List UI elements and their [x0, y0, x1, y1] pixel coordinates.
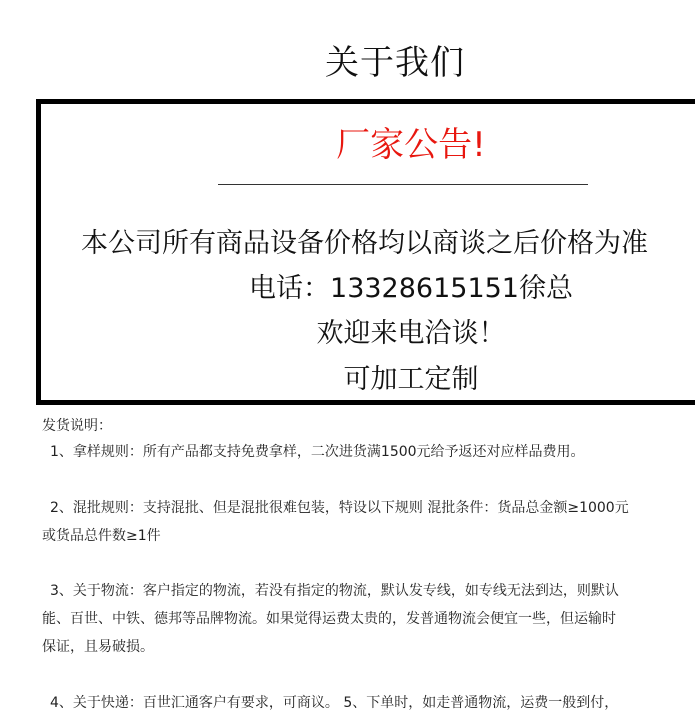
notice-divider: [218, 184, 588, 185]
notice-custom-line: 可加工定制: [343, 364, 479, 395]
notice-box: [36, 99, 695, 405]
rule-express-line-1: 4、关于快递：百世汇通客户有要求，可商议。 5、下单时，如走普通物流，运费一般到付，: [50, 695, 619, 711]
page-title: 关于我们: [325, 43, 465, 83]
notice-price-line: 本公司所有商品设备价格均以商谈之后价格为准: [81, 228, 648, 259]
rule-mixed-line-1: 2、混批规则：支持混批、但是混批很难包装，特设以下规则 混批条件：货品总金额≥1000元: [50, 500, 629, 516]
notice-heading: 厂家公告!: [336, 125, 486, 165]
shipping-heading: 发货说明：: [42, 418, 112, 434]
rule-logistics-line-3: 保证，且易破损。: [42, 639, 154, 655]
rule-sample-line-1: 1、拿样规则：所有产品都支持免费拿样，二次进货满1500元给予返还对应样品费用。: [50, 444, 585, 460]
notice-welcome-line: 欢迎来电洽谈！: [316, 318, 506, 349]
notice-phone-line: 电话：13328615151徐总: [249, 273, 573, 304]
rule-logistics-line-1: 3、关于物流：客户指定的物流，若没有指定的物流，默认发专线，如专线无法到达，则默认: [50, 583, 619, 599]
rule-mixed-line-2: 或货品总件数≥1件: [42, 528, 161, 544]
rule-logistics-line-2: 能、百世、中铁、德邦等品牌物流。如果觉得运费太贵的，发普通物流会便宜一些，但运输时: [42, 611, 616, 627]
